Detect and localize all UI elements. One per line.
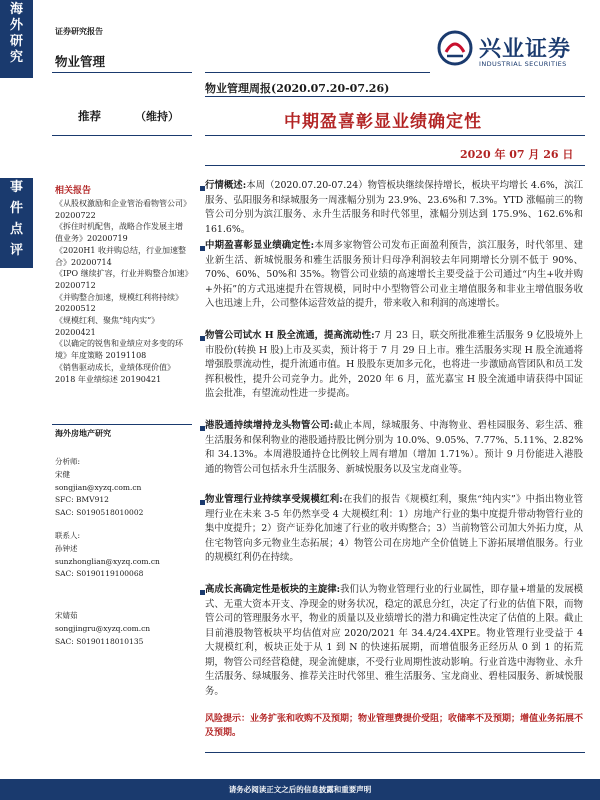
- related-reports-heading: 相关报告: [55, 186, 92, 196]
- contact-block-2: [55, 610, 195, 648]
- section-lead: 行情概述:: [205, 180, 247, 191]
- section-southbound: [205, 419, 583, 477]
- contact-name: 宋婧茹: [55, 611, 78, 620]
- author-name: 宋健: [55, 469, 70, 479]
- related-report-item[interactable]: 《2020H1 收并购总结，行业加速整合》20200714: [55, 245, 186, 267]
- headline-rule: [205, 135, 585, 136]
- section-lead: 物业管理行业持续享受规模红利:: [205, 494, 343, 505]
- logo-text-en: INDUSTRIAL SECURITIES: [479, 60, 567, 68]
- section-body: 7 月 23 日，联交所批准雅生活服务 9 亿股境外上市股份(转换 H 股)上市及买卖，预计将于 7 月 29 日上市。雅生活服务实现 H 股全流通将增强股票流动性，提升流通市值。H 股股东更加多元化，也将进一步激励高管团队和员工发挥积极性，提升公司竞争力。此外，2020 年 6 月，蓝光嘉宝 H 股全流通申请获得中国证监会批准，有望流动性进一步提高。: [205, 330, 583, 399]
- author-block: [55, 456, 195, 520]
- section-lead: 高成长高确定性是板块的主旋律:: [205, 584, 341, 595]
- side-banner-char: 事: [9, 180, 23, 195]
- team-heading: 海外房地产研究: [55, 428, 111, 438]
- related-report-item[interactable]: 《规模红利、聚焦“纯内实”》20200421: [55, 316, 160, 337]
- side-banner-char: 评: [9, 243, 23, 258]
- section-lead: 港股通持续增持龙头物管公司:: [205, 420, 334, 431]
- team-rule: [52, 424, 192, 425]
- section-body: 截止本周，绿城服务、中海物业、碧桂园服务、彩生活、雅生活服务和保利物业的港股通持股比例分别为 10.0%、9.05%、7.77%、5.11%、2.82%和 34.13%。本周港股通持仓比例较上周有增加（增加 1.71%）。预计 9 月份能进入港股通的物管公司包括永升生活服务、新城悦服务以及宝龙商业等。: [205, 420, 583, 475]
- risk-warning: 风险提示：业务扩张和收购不及预期；物业管理费提价受阻；收储率不及预期；增值业务拓展不及预期。: [205, 714, 584, 738]
- date-rule: [205, 165, 585, 166]
- section-lead: 中期盈喜彰显业绩确定性:: [205, 240, 315, 251]
- related-report-item[interactable]: 《销售驱动成长，业绩体现价值》2018 年业绩综述 20190421: [55, 362, 175, 384]
- weekly-title: 物业管理周报(2020.07.20-07.26): [205, 82, 390, 95]
- contact-role: 联系人:: [55, 531, 81, 540]
- section-body: 本周多家物管公司发布正面盈利预告，滨江服务，时代邻里、建业新生活、新城悦服务和雅生活服务预计归母净利润较去年同期增长分别不低于 90%、70%、60%、50%和 35%。物管公司业绩的高速增长主要受益于公司通过“内生+收并购+外拓”的方式迅速提升在管规模，同时中小型物管公司业主增值服务和非业主增值服务收入也迅速上升，公司整体运营效益的提升，带来收入和利润的高速增长。: [205, 240, 583, 309]
- sector-title: 物业管理: [55, 54, 106, 69]
- related-report-item[interactable]: 《IPO 继续扩容，行业并购整合加速》20200712: [55, 269, 189, 290]
- headline: 中期盈喜彰显业绩确定性: [284, 112, 482, 132]
- author-sfc: SFC: BMV912: [55, 495, 109, 505]
- rating-rule: [52, 135, 192, 136]
- contact-email[interactable]: songjingru@xyzq.com.cn: [55, 623, 151, 633]
- brand-logo: [437, 30, 587, 74]
- footer-disclaimer: 请务必阅读正文之后的信息披露和重要声明: [0, 779, 600, 800]
- related-report-item[interactable]: 《并购整合加速，规模红利将持续》20200512: [55, 292, 183, 314]
- report-tag: 证券研究报告: [55, 26, 103, 36]
- section-h-share: [205, 329, 583, 402]
- rating-status: （维持）: [135, 110, 179, 123]
- contact-name: 孙钟述: [55, 543, 78, 553]
- side-banner-overseas-research: [0, 0, 33, 78]
- section-lead: 物管公司试水 H 股全流通，提高流动性:: [205, 330, 375, 341]
- contact-sac: SAC: S0190119100068: [55, 569, 144, 579]
- side-banner-char: 件: [9, 201, 23, 216]
- related-report-item[interactable]: 《以确定的锐售和业绩应对多变的环境》年度策略 20191108: [55, 339, 183, 361]
- section-body: 我们认为物业管理行业的行业属性，即存量+增量的发展模式、无重大资本开支、净现金的财务状况，稳定的派息分红，决定了行业的估值下限，而物管公司的管理服务水平，物业的质量以及业绩增长的潜力和确定性决定了估值的上限。截止目前港股物管板块平均估值对应 2020/2021 年 34.4/24.4XPE。物业管理行业受益于 4 大规模红利，板块正处于从 1 到 N 的快速拓展期，而增值服务正经历从 0 到 1 的拓荒期，物管公司经营稳健，现金流健康，不受行业周期性波动影响。行业首选中海物业、永升生活服务、绿城服务、推荐关注时代邻里、雅生活服务、宝龙商业、碧桂园服务、新城悦服务。: [205, 584, 584, 697]
- logo-mark-icon: [437, 30, 473, 66]
- section-scale-dividend: [205, 493, 583, 566]
- section-body: 本周（2020.07.20-07.24）物管板块继续保持增长，板块平均增长 4.6%，滨江服务、弘阳服务和绿城服务一周涨幅分别为 23.9%、23.6%和 7.3%。YTD 涨幅前三的物管公司分别为滨江服务、永升生活服务和时代邻里，涨幅分别达到 175.9%、162.6%和 161.6%。: [205, 180, 584, 235]
- section-market-overview: [205, 179, 583, 237]
- header-rule-right: [205, 72, 430, 73]
- side-banner-event-comment: [0, 178, 33, 268]
- author-sac: SAC: S0190518010002: [55, 508, 144, 518]
- rating: 推荐: [78, 109, 101, 123]
- author-email[interactable]: songjian@xyzq.com.cn: [55, 482, 142, 492]
- bottom-rule: [205, 752, 585, 753]
- contact-sac: SAC: S0190118010135: [55, 636, 144, 646]
- contact-email[interactable]: sunzhonglian@xyzq.com.cn: [55, 556, 160, 566]
- related-reports-list: [55, 198, 190, 385]
- side-banner-char: 研: [9, 34, 23, 49]
- related-report-item[interactable]: 《从股权激励和企业管治看物管公司》20200722: [55, 199, 187, 220]
- side-banner-char: 究: [9, 50, 23, 65]
- section-interim-profit: [205, 239, 583, 312]
- author-role: 分析师:: [55, 457, 81, 466]
- section-high-growth: [205, 583, 583, 699]
- section-body: 在我们的报告《规模红利，聚焦“纯内实”》中指出物业管理行业在未来 3-5 年仍然享受 4 大规模红利：1）房地产行业的集中度提升带动物管行业的集中度提升；2）资产证券化加速了行业的收并购整合；3）当前物管公司加大外拓力度，从住宅物管向多元物业生态拓展；4）物管公司在房地产全价值链上下游拓展增值服务。行业的规模红利仍在持续。: [205, 494, 584, 563]
- header-rule-left: [52, 72, 192, 73]
- weekly-rule: [205, 96, 585, 97]
- report-date: 2020 年 07 月 26 日: [460, 148, 574, 161]
- related-report-item[interactable]: 《拆住时机配售，战略合作发展主增值业务》20200719: [55, 222, 183, 244]
- side-banner-char: 海: [9, 2, 23, 17]
- side-banner-char: 外: [9, 18, 23, 33]
- side-banner-char: 点: [9, 222, 23, 237]
- logo-text-cn: 兴业证券: [479, 37, 572, 62]
- contact-block: [55, 530, 195, 581]
